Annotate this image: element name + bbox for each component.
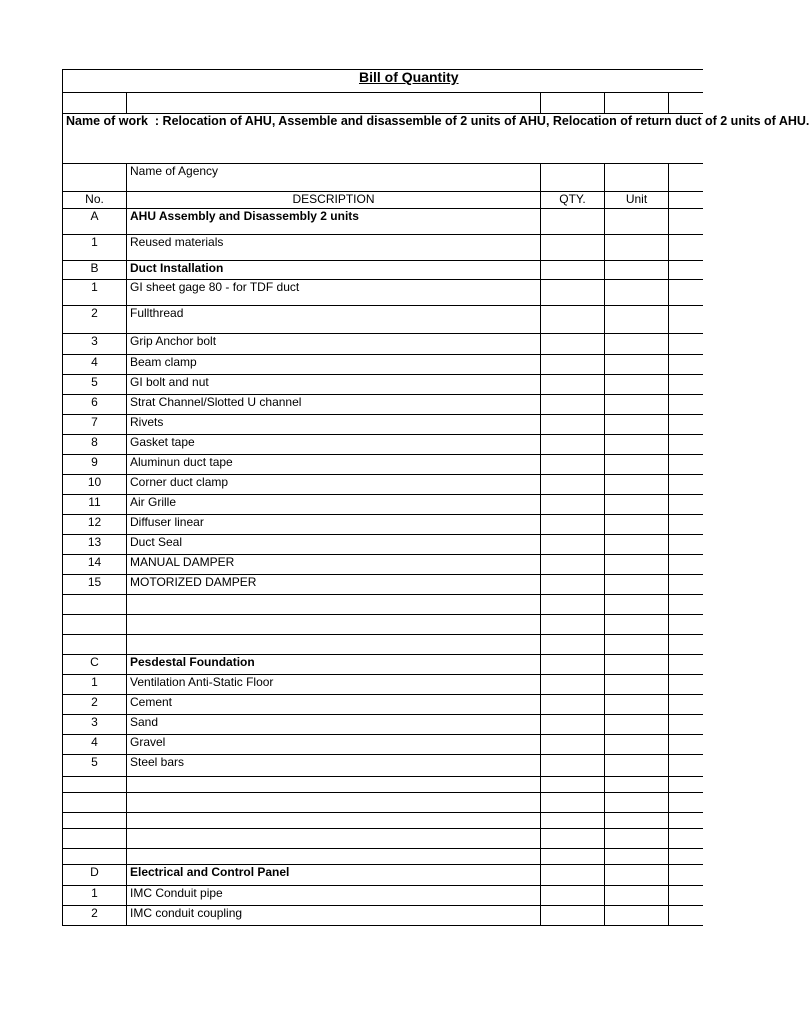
qty-cell[interactable] xyxy=(541,535,605,555)
cell[interactable] xyxy=(127,93,541,114)
section-row xyxy=(63,209,703,235)
item-description-cell[interactable] xyxy=(127,595,541,615)
cell[interactable] xyxy=(605,164,669,192)
unit-cell[interactable] xyxy=(605,849,669,865)
item-no-cell[interactable]: 5 xyxy=(63,375,127,395)
unit-cell[interactable] xyxy=(605,793,669,813)
item-no-cell[interactable] xyxy=(63,849,127,865)
header-description[interactable]: DESCRIPTION xyxy=(127,192,541,209)
cell[interactable] xyxy=(669,615,703,635)
unit-cell[interactable] xyxy=(605,715,669,735)
cell[interactable] xyxy=(669,435,703,455)
name-of-work-cell[interactable] xyxy=(63,114,809,164)
cell[interactable] xyxy=(669,306,703,334)
table-row xyxy=(63,675,703,695)
item-no-cell[interactable]: 6 xyxy=(63,395,127,415)
unit-cell[interactable] xyxy=(605,595,669,615)
qty-cell[interactable] xyxy=(541,906,605,926)
cell[interactable] xyxy=(669,475,703,495)
name-of-agency-label[interactable]: Name of Agency xyxy=(127,164,541,192)
qty-cell[interactable] xyxy=(541,849,605,865)
item-no-cell[interactable]: 12 xyxy=(63,515,127,535)
table-row xyxy=(63,715,703,735)
item-no-cell[interactable] xyxy=(63,635,127,655)
cell[interactable] xyxy=(541,164,605,192)
table-row xyxy=(63,575,703,595)
qty-cell[interactable] xyxy=(541,515,605,535)
spreadsheet-sheet xyxy=(62,69,809,926)
qty-cell[interactable] xyxy=(541,793,605,813)
qty-cell[interactable] xyxy=(541,209,605,235)
item-description-cell[interactable]: Grip Anchor bolt xyxy=(127,334,541,355)
qty-cell[interactable] xyxy=(541,755,605,777)
table-row xyxy=(63,695,703,715)
qty-cell[interactable] xyxy=(541,735,605,755)
unit-cell[interactable] xyxy=(605,395,669,415)
qty-cell[interactable] xyxy=(541,415,605,435)
qty-cell[interactable] xyxy=(541,575,605,595)
unit-cell[interactable] xyxy=(605,886,669,906)
header-no[interactable]: No. xyxy=(63,192,127,209)
cell[interactable] xyxy=(669,906,703,926)
cell[interactable] xyxy=(669,415,703,435)
table-row xyxy=(63,435,703,455)
item-description-cell[interactable]: Diffuser linear xyxy=(127,515,541,535)
cell[interactable] xyxy=(669,735,703,755)
unit-cell[interactable] xyxy=(605,906,669,926)
unit-cell[interactable] xyxy=(605,334,669,355)
name-of-work-text: : Relocation of AHU, Assemble and disassemble of 2 units of AHU, Relocation of return duct of 2 units of AHU. xyxy=(154,114,809,128)
unit-cell[interactable] xyxy=(605,535,669,555)
item-description-cell[interactable]: Beam clamp xyxy=(127,355,541,375)
table-row xyxy=(63,755,703,777)
item-no-cell[interactable]: 10 xyxy=(63,475,127,495)
table-row xyxy=(63,906,703,926)
item-no-cell[interactable] xyxy=(63,615,127,635)
item-description-cell[interactable] xyxy=(127,813,541,829)
cell[interactable] xyxy=(669,535,703,555)
item-no-cell[interactable]: D xyxy=(63,865,127,886)
unit-cell[interactable] xyxy=(605,675,669,695)
qty-cell[interactable] xyxy=(541,865,605,886)
qty-cell[interactable] xyxy=(541,306,605,334)
qty-cell[interactable] xyxy=(541,555,605,575)
item-description-cell[interactable]: Fullthread xyxy=(127,306,541,334)
cell[interactable] xyxy=(669,675,703,695)
table-row xyxy=(63,415,703,435)
cell[interactable] xyxy=(669,334,703,355)
cell[interactable] xyxy=(669,813,703,829)
item-description-cell[interactable]: Strat Channel/Slotted U channel xyxy=(127,395,541,415)
item-no-cell[interactable]: 7 xyxy=(63,415,127,435)
cell[interactable] xyxy=(669,375,703,395)
unit-cell[interactable] xyxy=(605,575,669,595)
item-description-cell[interactable]: Aluminun duct tape xyxy=(127,455,541,475)
item-no-cell[interactable]: 11 xyxy=(63,495,127,515)
header-row xyxy=(63,192,703,209)
cell[interactable] xyxy=(669,849,703,865)
item-no-cell[interactable]: 4 xyxy=(63,735,127,755)
unit-cell[interactable] xyxy=(605,415,669,435)
qty-cell[interactable] xyxy=(541,655,605,675)
table-row xyxy=(63,495,703,515)
table-row xyxy=(63,615,703,635)
unit-cell[interactable] xyxy=(605,375,669,395)
qty-cell[interactable] xyxy=(541,475,605,495)
item-no-cell[interactable]: 5 xyxy=(63,755,127,777)
cell[interactable] xyxy=(669,235,703,261)
item-description-cell[interactable]: Air Grille xyxy=(127,495,541,515)
table-row xyxy=(63,375,703,395)
unit-cell[interactable] xyxy=(605,306,669,334)
table-row xyxy=(63,235,703,261)
item-description-cell[interactable]: MOTORIZED DAMPER xyxy=(127,575,541,595)
cell[interactable] xyxy=(605,93,669,114)
cell[interactable] xyxy=(63,93,127,114)
table-row xyxy=(63,635,703,655)
item-no-cell[interactable]: 3 xyxy=(63,715,127,735)
cell[interactable] xyxy=(669,715,703,735)
item-no-cell[interactable]: 14 xyxy=(63,555,127,575)
item-no-cell[interactable]: 1 xyxy=(63,675,127,695)
item-no-cell[interactable]: 9 xyxy=(63,455,127,475)
table-row xyxy=(63,306,703,334)
cell[interactable] xyxy=(669,93,703,114)
item-no-cell[interactable]: 2 xyxy=(63,906,127,926)
unit-cell[interactable] xyxy=(605,495,669,515)
item-description-cell[interactable]: Reused materials xyxy=(127,235,541,261)
qty-cell[interactable] xyxy=(541,355,605,375)
qty-cell[interactable] xyxy=(541,395,605,415)
section-title-cell[interactable]: Electrical and Control Panel xyxy=(127,865,541,886)
qty-cell[interactable] xyxy=(541,813,605,829)
qty-cell[interactable] xyxy=(541,595,605,615)
qty-cell[interactable] xyxy=(541,615,605,635)
unit-cell[interactable] xyxy=(605,865,669,886)
qty-cell[interactable] xyxy=(541,635,605,655)
cell[interactable] xyxy=(669,635,703,655)
cell[interactable] xyxy=(669,886,703,906)
item-description-cell[interactable]: Gasket tape xyxy=(127,435,541,455)
table-row xyxy=(63,777,703,793)
qty-cell[interactable] xyxy=(541,695,605,715)
item-description-cell[interactable] xyxy=(127,829,541,849)
item-no-cell[interactable]: 8 xyxy=(63,435,127,455)
item-description-cell[interactable]: IMC conduit coupling xyxy=(127,906,541,926)
item-description-cell[interactable] xyxy=(127,615,541,635)
item-no-cell[interactable]: 2 xyxy=(63,695,127,715)
cell[interactable] xyxy=(669,829,703,849)
title-row xyxy=(63,70,703,93)
unit-cell[interactable] xyxy=(605,813,669,829)
unit-cell[interactable] xyxy=(605,655,669,675)
qty-cell[interactable] xyxy=(541,280,605,306)
table-row xyxy=(63,515,703,535)
item-description-cell[interactable]: Gravel xyxy=(127,735,541,755)
item-no-cell[interactable]: A xyxy=(63,209,127,235)
qty-cell[interactable] xyxy=(541,495,605,515)
cell[interactable] xyxy=(669,555,703,575)
cell[interactable] xyxy=(669,515,703,535)
table-row xyxy=(63,813,703,829)
item-description-cell[interactable]: Sand xyxy=(127,715,541,735)
item-description-cell[interactable]: Corner duct clamp xyxy=(127,475,541,495)
cell[interactable] xyxy=(669,455,703,475)
unit-cell[interactable] xyxy=(605,235,669,261)
qty-cell[interactable] xyxy=(541,261,605,280)
cell[interactable] xyxy=(669,261,703,280)
unit-cell[interactable] xyxy=(605,515,669,535)
cell[interactable] xyxy=(541,93,605,114)
unit-cell[interactable] xyxy=(605,755,669,777)
table-row xyxy=(63,886,703,906)
cell[interactable] xyxy=(669,595,703,615)
name-of-work-label: Name of work xyxy=(66,114,148,128)
item-description-cell[interactable]: Cement xyxy=(127,695,541,715)
table-row xyxy=(63,849,703,865)
qty-cell[interactable] xyxy=(541,375,605,395)
item-no-cell[interactable]: 1 xyxy=(63,280,127,306)
table-row xyxy=(63,735,703,755)
unit-cell[interactable] xyxy=(605,555,669,575)
qty-cell[interactable] xyxy=(541,675,605,695)
item-description-cell[interactable]: MANUAL DAMPER xyxy=(127,555,541,575)
item-no-cell[interactable]: 1 xyxy=(63,235,127,261)
unit-cell[interactable] xyxy=(605,615,669,635)
item-description-cell[interactable]: GI bolt and nut xyxy=(127,375,541,395)
qty-cell[interactable] xyxy=(541,334,605,355)
item-no-cell[interactable]: 13 xyxy=(63,535,127,555)
item-no-cell[interactable] xyxy=(63,829,127,849)
item-description-cell[interactable]: Duct Seal xyxy=(127,535,541,555)
item-description-cell[interactable]: GI sheet gage 80 - for TDF duct xyxy=(127,280,541,306)
unit-cell[interactable] xyxy=(605,435,669,455)
item-description-cell[interactable] xyxy=(127,777,541,793)
item-no-cell[interactable]: B xyxy=(63,261,127,280)
table-row xyxy=(63,793,703,813)
item-description-cell[interactable]: Rivets xyxy=(127,415,541,435)
qty-cell[interactable] xyxy=(541,777,605,793)
unit-cell[interactable] xyxy=(605,695,669,715)
name-of-work-row xyxy=(63,114,703,164)
cell[interactable] xyxy=(63,164,127,192)
qty-cell[interactable] xyxy=(541,435,605,455)
table-row xyxy=(63,395,703,415)
cell[interactable] xyxy=(669,777,703,793)
unit-cell[interactable] xyxy=(605,735,669,755)
unit-cell[interactable] xyxy=(605,635,669,655)
qty-cell[interactable] xyxy=(541,455,605,475)
table-row xyxy=(63,595,703,615)
item-no-cell[interactable]: 2 xyxy=(63,306,127,334)
item-description-cell[interactable]: Steel bars xyxy=(127,755,541,777)
cell[interactable] xyxy=(669,355,703,375)
unit-cell[interactable] xyxy=(605,280,669,306)
blank-row xyxy=(63,93,703,114)
cell[interactable] xyxy=(669,793,703,813)
cell[interactable] xyxy=(669,655,703,675)
section-title-cell[interactable]: Pesdestal Foundation xyxy=(127,655,541,675)
header-unit[interactable]: Unit xyxy=(605,192,669,209)
table-row xyxy=(63,829,703,849)
cell[interactable] xyxy=(669,280,703,306)
cell[interactable] xyxy=(669,192,703,209)
cell[interactable] xyxy=(669,755,703,777)
cell[interactable] xyxy=(669,209,703,235)
item-description-cell[interactable]: IMC Conduit pipe xyxy=(127,886,541,906)
title-cell[interactable] xyxy=(63,70,703,93)
item-no-cell[interactable] xyxy=(63,813,127,829)
unit-cell[interactable] xyxy=(605,355,669,375)
item-description-cell[interactable] xyxy=(127,849,541,865)
cell[interactable] xyxy=(669,395,703,415)
unit-cell[interactable] xyxy=(605,209,669,235)
unit-cell[interactable] xyxy=(605,455,669,475)
qty-cell[interactable] xyxy=(541,829,605,849)
table-row xyxy=(63,535,703,555)
unit-cell[interactable] xyxy=(605,777,669,793)
table-row xyxy=(63,555,703,575)
cell[interactable] xyxy=(669,865,703,886)
qty-cell[interactable] xyxy=(541,715,605,735)
item-no-cell[interactable]: 15 xyxy=(63,575,127,595)
qty-cell[interactable] xyxy=(541,235,605,261)
cell[interactable] xyxy=(669,495,703,515)
item-description-cell[interactable]: Ventilation Anti-Static Floor xyxy=(127,675,541,695)
section-title-cell[interactable]: Duct Installation xyxy=(127,261,541,280)
item-no-cell[interactable]: 1 xyxy=(63,886,127,906)
item-no-cell[interactable] xyxy=(63,793,127,813)
table-row xyxy=(63,280,703,306)
section-row xyxy=(63,655,703,675)
table-row xyxy=(63,455,703,475)
qty-cell[interactable] xyxy=(541,886,605,906)
item-description-cell[interactable] xyxy=(127,635,541,655)
item-no-cell[interactable]: C xyxy=(63,655,127,675)
table-row xyxy=(63,355,703,375)
section-title-cell[interactable]: AHU Assembly and Disassembly 2 units xyxy=(127,209,541,235)
document-title: Bill of Quantity xyxy=(358,69,459,85)
unit-cell[interactable] xyxy=(605,475,669,495)
agency-row xyxy=(63,164,703,192)
section-row xyxy=(63,865,703,886)
unit-cell[interactable] xyxy=(605,829,669,849)
cell[interactable] xyxy=(669,695,703,715)
unit-cell[interactable] xyxy=(605,261,669,280)
cell[interactable] xyxy=(669,575,703,595)
header-qty[interactable]: QTY. xyxy=(541,192,605,209)
table-row xyxy=(63,475,703,495)
section-row xyxy=(63,261,703,280)
item-no-cell[interactable]: 4 xyxy=(63,355,127,375)
table-row xyxy=(63,334,703,355)
cell[interactable] xyxy=(669,164,703,192)
item-no-cell[interactable]: 3 xyxy=(63,334,127,355)
item-no-cell[interactable] xyxy=(63,595,127,615)
bill-of-quantity-table xyxy=(62,69,809,926)
item-description-cell[interactable] xyxy=(127,793,541,813)
item-no-cell[interactable] xyxy=(63,777,127,793)
